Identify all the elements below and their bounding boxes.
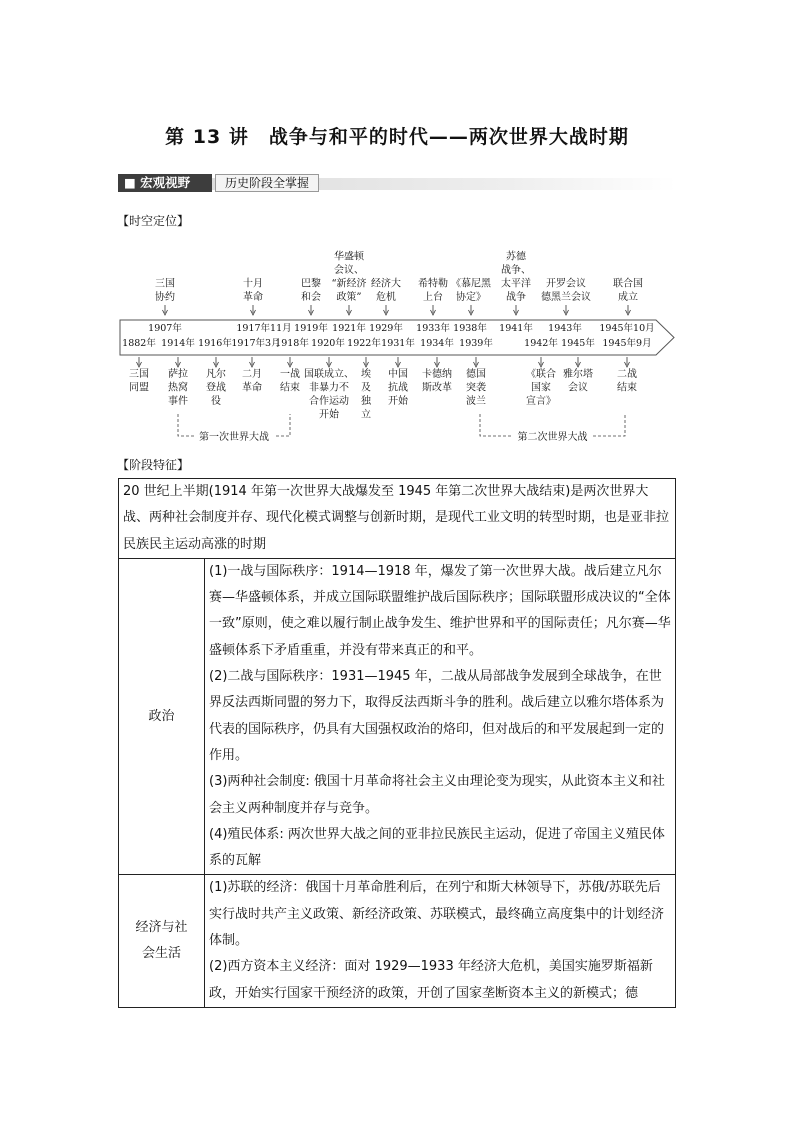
timeline-year: 1942年 [524,338,558,349]
timeline-section-label: 【时空定位】 [117,214,190,228]
timeline-year: 1934年 [420,338,454,349]
timeline-upper-label: 开罗会议德黑兰会议 [541,278,591,303]
timeline-upper-label: 巴黎和会 [301,278,321,303]
paragraph: (4)殖民体系: 两次世界大战之间的亚非拉民族民主运动，促进了帝国主义殖民体系的瓦解 [209,826,665,869]
timeline-year: 1945年9月 [602,338,652,349]
category-cell: 经济与社 会生活 [119,875,205,1007]
timeline-year: 1907年 [148,323,182,334]
content-cell [205,558,676,875]
timeline [0,0,794,460]
table-row [119,875,676,1007]
banner-light-label: 历史阶段全掌握 [215,174,319,192]
timeline-year: 1921年 [332,323,366,334]
timeline-lower-label: 二战结束 [617,369,637,394]
timeline-year: 1919年 [294,323,328,334]
timeline-lower-label: 雅尔塔会议 [563,369,593,394]
timeline-year: 1917年3月 [231,338,281,349]
ww2-bracket-label: 第二次世界大战 [517,432,588,443]
timeline-upper-label: 三国协约 [155,278,175,303]
timeline-year: 1922年 [347,338,381,349]
timeline-lower-label: 卡德纳斯改革 [422,369,452,394]
timeline-year: 1918年 [275,338,309,349]
timeline-upper-label: 华盛顿会议、“新经济政策” [331,251,367,303]
timeline-upper-label: 十月革命 [243,278,263,303]
timeline-year: 1941年 [499,323,533,334]
paragraph: (1)一战与国际秩序：1914—1918 年，爆发了第一次世界大战。战后建立凡尔赛—华盛顿体系，并成立国际联盟维护战后国际秩序；国际联盟形成决议的“全体一致”原则，使之难以履行制止战争发生、维护世界和平的国际责任；凡尔赛—华盛顿体系下矛盾重重，并没有带来真正的和平。 [209,563,671,658]
content-cell [205,875,676,1007]
intro-cell: 20 世纪上半期(1914 年第一次世界大战爆发至 1945 年第二次世界大战结束)是两次世界大战、两种社会制度并存、现代化模式调整与创新时期，是现代工业文明的转型时期，也是亚非拉民族民主运动高涨的时期 [119,479,676,559]
timeline-lower-label: 凡尔登战役 [206,369,226,407]
features-table [118,478,676,1008]
timeline-lower-label: 萨拉热窝事件 [168,369,188,407]
paragraph: (1)苏联的经济：俄国十月革命胜利后，在列宁和斯大林领导下，苏俄/苏联先后实行战时共产主义政策、新经济政策、苏联模式，最终确立高度集中的计划经济体制。 [209,880,665,949]
timeline-upper-label: 联合国成立 [613,278,643,303]
timeline-upper-label: 经济大危机 [371,278,401,303]
timeline-year: 1882年 [122,338,156,349]
timeline-lower-label: 德国突袭波兰 [466,369,486,407]
timeline-upper-label: 苏德战争、太平洋战争 [501,251,531,303]
paragraph: (2)西方资本主义经济：面对 1929—1933 年经济大危机，美国实施罗斯福新政，开始实行国家干预经济的政策，开创了国家垄断资本主义的新模式；德 [209,959,653,1001]
timeline-year: 1916年 [198,338,232,349]
paragraph: (2)二战与国际秩序：1931—1945 年，二战从局部战争发展到全球战争，在世界反法西斯同盟的努力下，取得反法西斯斗争的胜利。战后建立以雅尔塔体系为代表的国际秩序，仍具有大国强权政治的烙印，但对战后的和平发展起到一定的作用。 [209,669,665,763]
timeline-year: 1931年 [381,338,415,349]
banner-dark-label: ■ 宏观视野 [118,174,212,192]
ww1-bracket-label: 第一次世界大战 [199,432,269,443]
timeline-year: 1945年10月 [599,323,655,334]
timeline-year: 1929年 [369,323,403,334]
timeline-year: 1933年 [416,323,450,334]
timeline-upper-label: 《慕尼黑协定》 [451,278,491,303]
paragraph: (3)两种社会制度: 俄国十月革命将社会主义由理论变为现实，从此资本主义和社会主义两种制度并存与竞争。 [209,774,665,816]
timeline-year: 1938年 [453,323,487,334]
table-row [119,479,676,559]
features-section-label: 【阶段特征】 [117,458,190,472]
timeline-lower-label: 二月革命 [242,369,262,394]
timeline-lower-label: 国联成立、非暴力不合作运动开始 [304,369,354,421]
timeline-year: 1914年 [161,338,195,349]
timeline-upper-label: 希特勒上台 [418,278,448,303]
page-title: 第 13 讲 战争与和平的时代——两次世界大战时期 [165,126,629,148]
timeline-year: 1943年 [548,323,582,334]
table-row [119,558,676,875]
timeline-lower-label: 埃及独立 [361,369,371,421]
timeline-lower-label: 一战结束 [280,369,300,394]
timeline-lower-label: 中国抗战开始 [388,369,408,407]
timeline-lower-label: 三国同盟 [129,369,149,394]
category-cell: 政治 [119,558,205,875]
timeline-year: 1939年 [459,338,493,349]
timeline-year: 1945年 [561,338,595,349]
timeline-lower-label: 《联合国家宣言》 [526,369,556,407]
timeline-year: 1917年11月 [236,323,292,334]
timeline-year: 1920年 [311,338,345,349]
